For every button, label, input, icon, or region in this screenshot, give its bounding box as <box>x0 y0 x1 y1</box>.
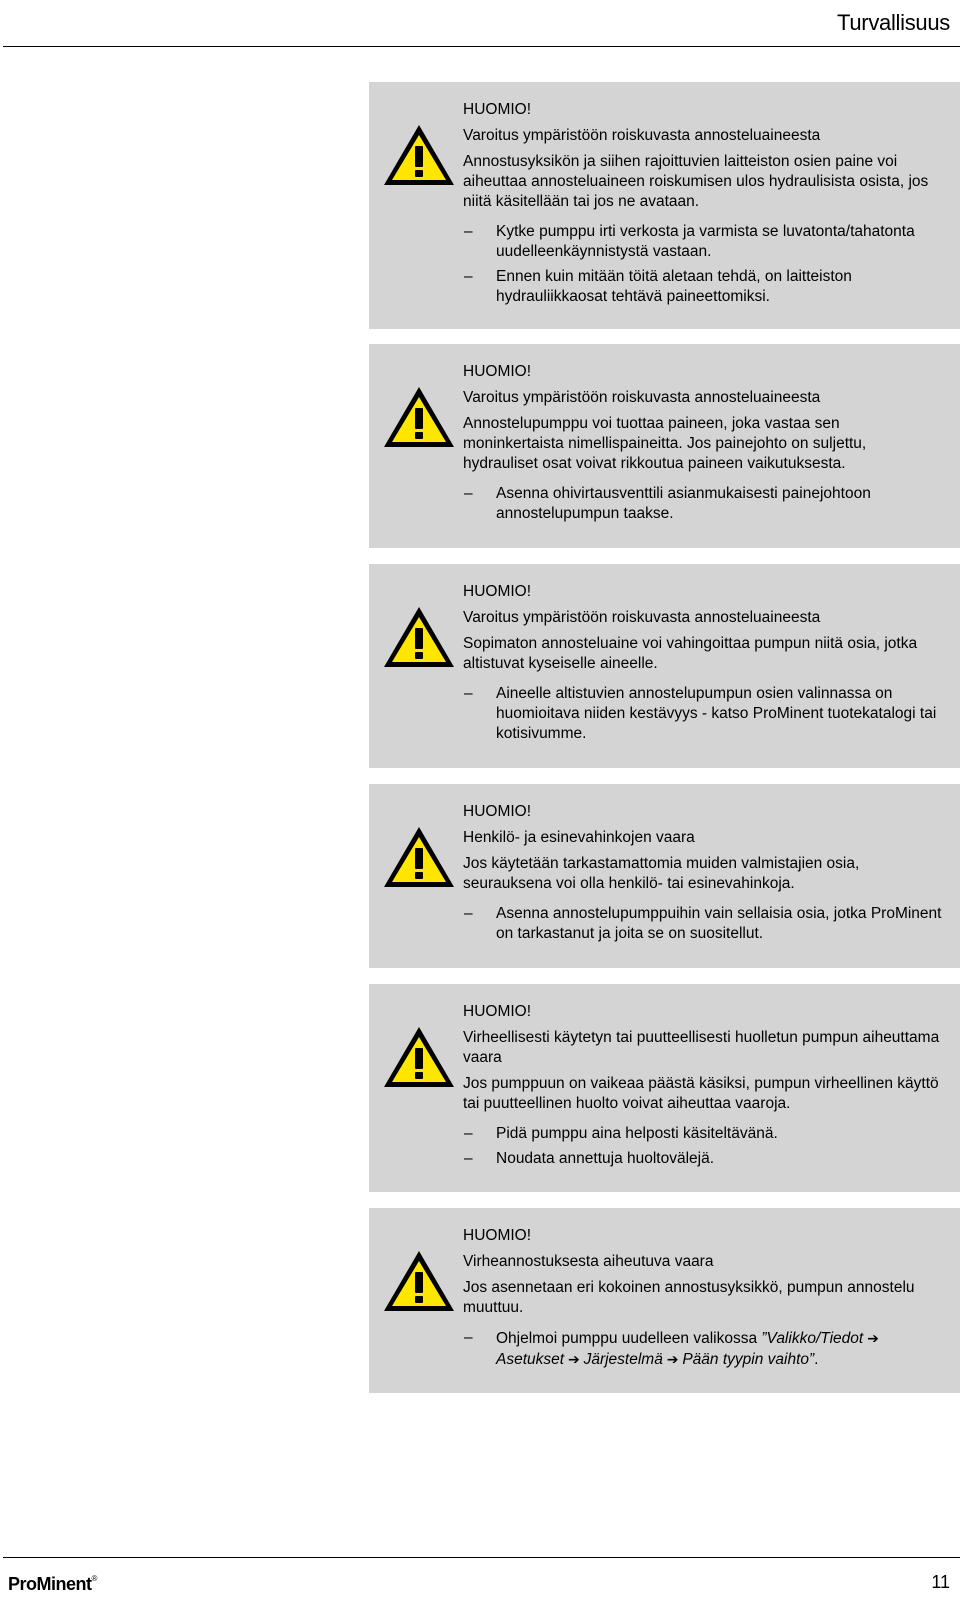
warning-content <box>463 802 942 949</box>
warning-action-list <box>463 222 942 307</box>
warning-action-item <box>463 684 942 744</box>
warning-action-list <box>463 1124 942 1169</box>
dash-bullet: – <box>464 223 473 240</box>
warning-title: Henkilö- ja esinevahinkojen vaara <box>463 829 695 846</box>
warning-action-text: Ennen kuin mitään töitä aletaan tehdä, on laitteiston hydrauliikkaosat tehtävä paineettomiksi. <box>496 268 852 305</box>
warning-box <box>369 344 960 548</box>
warning-action-text: Pidä pumppu aina helposti käsiteltävänä. <box>496 1125 778 1142</box>
page-header-title: Turvallisuus <box>837 10 950 35</box>
warning-content <box>463 362 942 529</box>
warning-action-text: Asenna annostelupumppuihin vain sellaisia osia, jotka ProMinent on tarkastanut ja joita se on suositellut. <box>496 905 942 942</box>
warning-description: Jos käytetään tarkastamattomia muiden valmistajien osia, seurauksena voi olla henkilö- tai esinevahinkoja. <box>463 855 860 892</box>
warning-signal-word: HUOMIO! <box>463 583 532 600</box>
warning-title: Varoitus ympäristöön roiskuvasta annosteluaineesta <box>463 609 821 626</box>
warning-action-item <box>463 904 942 944</box>
warning-action-item <box>463 1149 942 1169</box>
warning-content <box>463 100 942 312</box>
warning-triangle-icon <box>381 604 457 670</box>
warning-triangle-icon <box>381 384 457 450</box>
warning-action-list <box>463 904 942 944</box>
warning-signal-word: HUOMIO! <box>463 803 532 820</box>
warning-box <box>369 82 960 329</box>
dash-bullet: – <box>464 1150 473 1167</box>
warning-description: Annostelupumppu voi tuottaa paineen, joka vastaa sen moninkertaista nimellispaineitta. Jos painejohto on suljettu, hydrauliset osat voivat rikkoutua paineen vaikutuksesta. <box>463 415 867 472</box>
warning-description: Jos pumppuun on vaikeaa päästä käsiksi, pumpun virheellinen käyttö tai puutteellinen huolto voivat aiheuttaa vaaroja. <box>463 1075 939 1112</box>
warning-triangle-icon <box>381 1248 457 1314</box>
warning-action-item <box>463 222 942 262</box>
dash-bullet: – <box>464 485 473 502</box>
warning-box <box>369 784 960 968</box>
warning-triangle-icon <box>381 824 457 890</box>
warning-action-text: Kytke pumppu irti verkosta ja varmista se luvatonta/tahatonta uudelleenkäynnistystä vastaan. <box>496 223 915 260</box>
page-number: 11 <box>931 1572 950 1592</box>
right-arrow-icon: ➔ <box>564 1351 584 1367</box>
warning-signal-word: HUOMIO! <box>463 1003 532 1020</box>
menu-path-item: Järjestelmä <box>583 1351 663 1368</box>
dash-bullet: – <box>464 268 473 285</box>
warning-box <box>369 564 960 768</box>
menu-path-item: ”Valikko/Tiedot <box>761 1330 864 1347</box>
warning-box <box>369 1208 960 1393</box>
warning-action-text: Noudata annettuja huoltovälejä. <box>496 1150 715 1167</box>
dash-bullet: – <box>464 1329 473 1346</box>
header-divider <box>3 46 960 47</box>
warning-action-item <box>463 1124 942 1144</box>
right-arrow-icon: ➔ <box>863 1330 879 1346</box>
footer-divider <box>3 1557 960 1558</box>
warning-box <box>369 984 960 1192</box>
warning-action-item <box>463 1328 942 1370</box>
warning-action-item <box>463 267 942 307</box>
dash-bullet: – <box>464 685 473 702</box>
warning-action-text: Asenna ohivirtausventtili asianmukaisesti painejohtoon annostelupumpun taakse. <box>496 485 871 522</box>
dash-bullet: – <box>464 1125 473 1142</box>
warning-title: Virheannostuksesta aiheutuva vaara <box>463 1253 714 1270</box>
menu-path-item: Pään tyypin vaihto” <box>682 1351 815 1368</box>
warning-action-text: Aineelle altistuvien annostelupumpun osien valinnassa on huomioitava niiden kestävyys - katso ProMinent tuotekatalogi tai kotisivumme. <box>496 685 937 742</box>
warning-triangle-icon <box>381 1024 457 1090</box>
warning-content <box>463 1002 942 1174</box>
warning-signal-word: HUOMIO! <box>463 363 532 380</box>
warning-action-suffix: . <box>814 1351 819 1368</box>
warning-title: Virheellisesti käytetyn tai puutteellisesti huolletun pumpun aiheuttama vaara <box>463 1029 940 1066</box>
warning-action-list <box>463 1328 942 1370</box>
warning-title: Varoitus ympäristöön roiskuvasta annosteluaineesta <box>463 127 821 144</box>
warning-action-item <box>463 484 942 524</box>
warning-title: Varoitus ympäristöön roiskuvasta annosteluaineesta <box>463 389 821 406</box>
warning-triangle-icon <box>381 122 457 188</box>
warning-description: Annostusyksikön ja siihen rajoittuvien laitteiston osien paine voi aiheuttaa annosteluaineen roiskumisen ulos hydraulisista osista, jos niitä käsitellään tai jos ne avataan. <box>463 153 929 210</box>
warning-description: Jos asennetaan eri kokoinen annostusyksikkö, pumpun annostelu muuttuu. <box>463 1279 915 1316</box>
warning-action-text: Ohjelmoi pumppu uudelleen valikossa <box>496 1330 762 1347</box>
warning-action-list <box>463 484 942 524</box>
dash-bullet: – <box>464 905 473 922</box>
menu-path-item: Asetukset <box>496 1351 565 1368</box>
warning-content <box>463 1226 942 1375</box>
warning-action-list <box>463 684 942 744</box>
prominent-logo: ProMinent® <box>8 1574 97 1594</box>
warning-description: Sopimaton annosteluaine voi vahingoittaa pumpun niitä osia, jotka altistuvat kyseiselle aineelle. <box>463 635 918 672</box>
warning-signal-word: HUOMIO! <box>463 101 532 118</box>
right-arrow-icon: ➔ <box>662 1351 683 1367</box>
warning-signal-word: HUOMIO! <box>463 1227 532 1244</box>
warning-content <box>463 582 942 749</box>
